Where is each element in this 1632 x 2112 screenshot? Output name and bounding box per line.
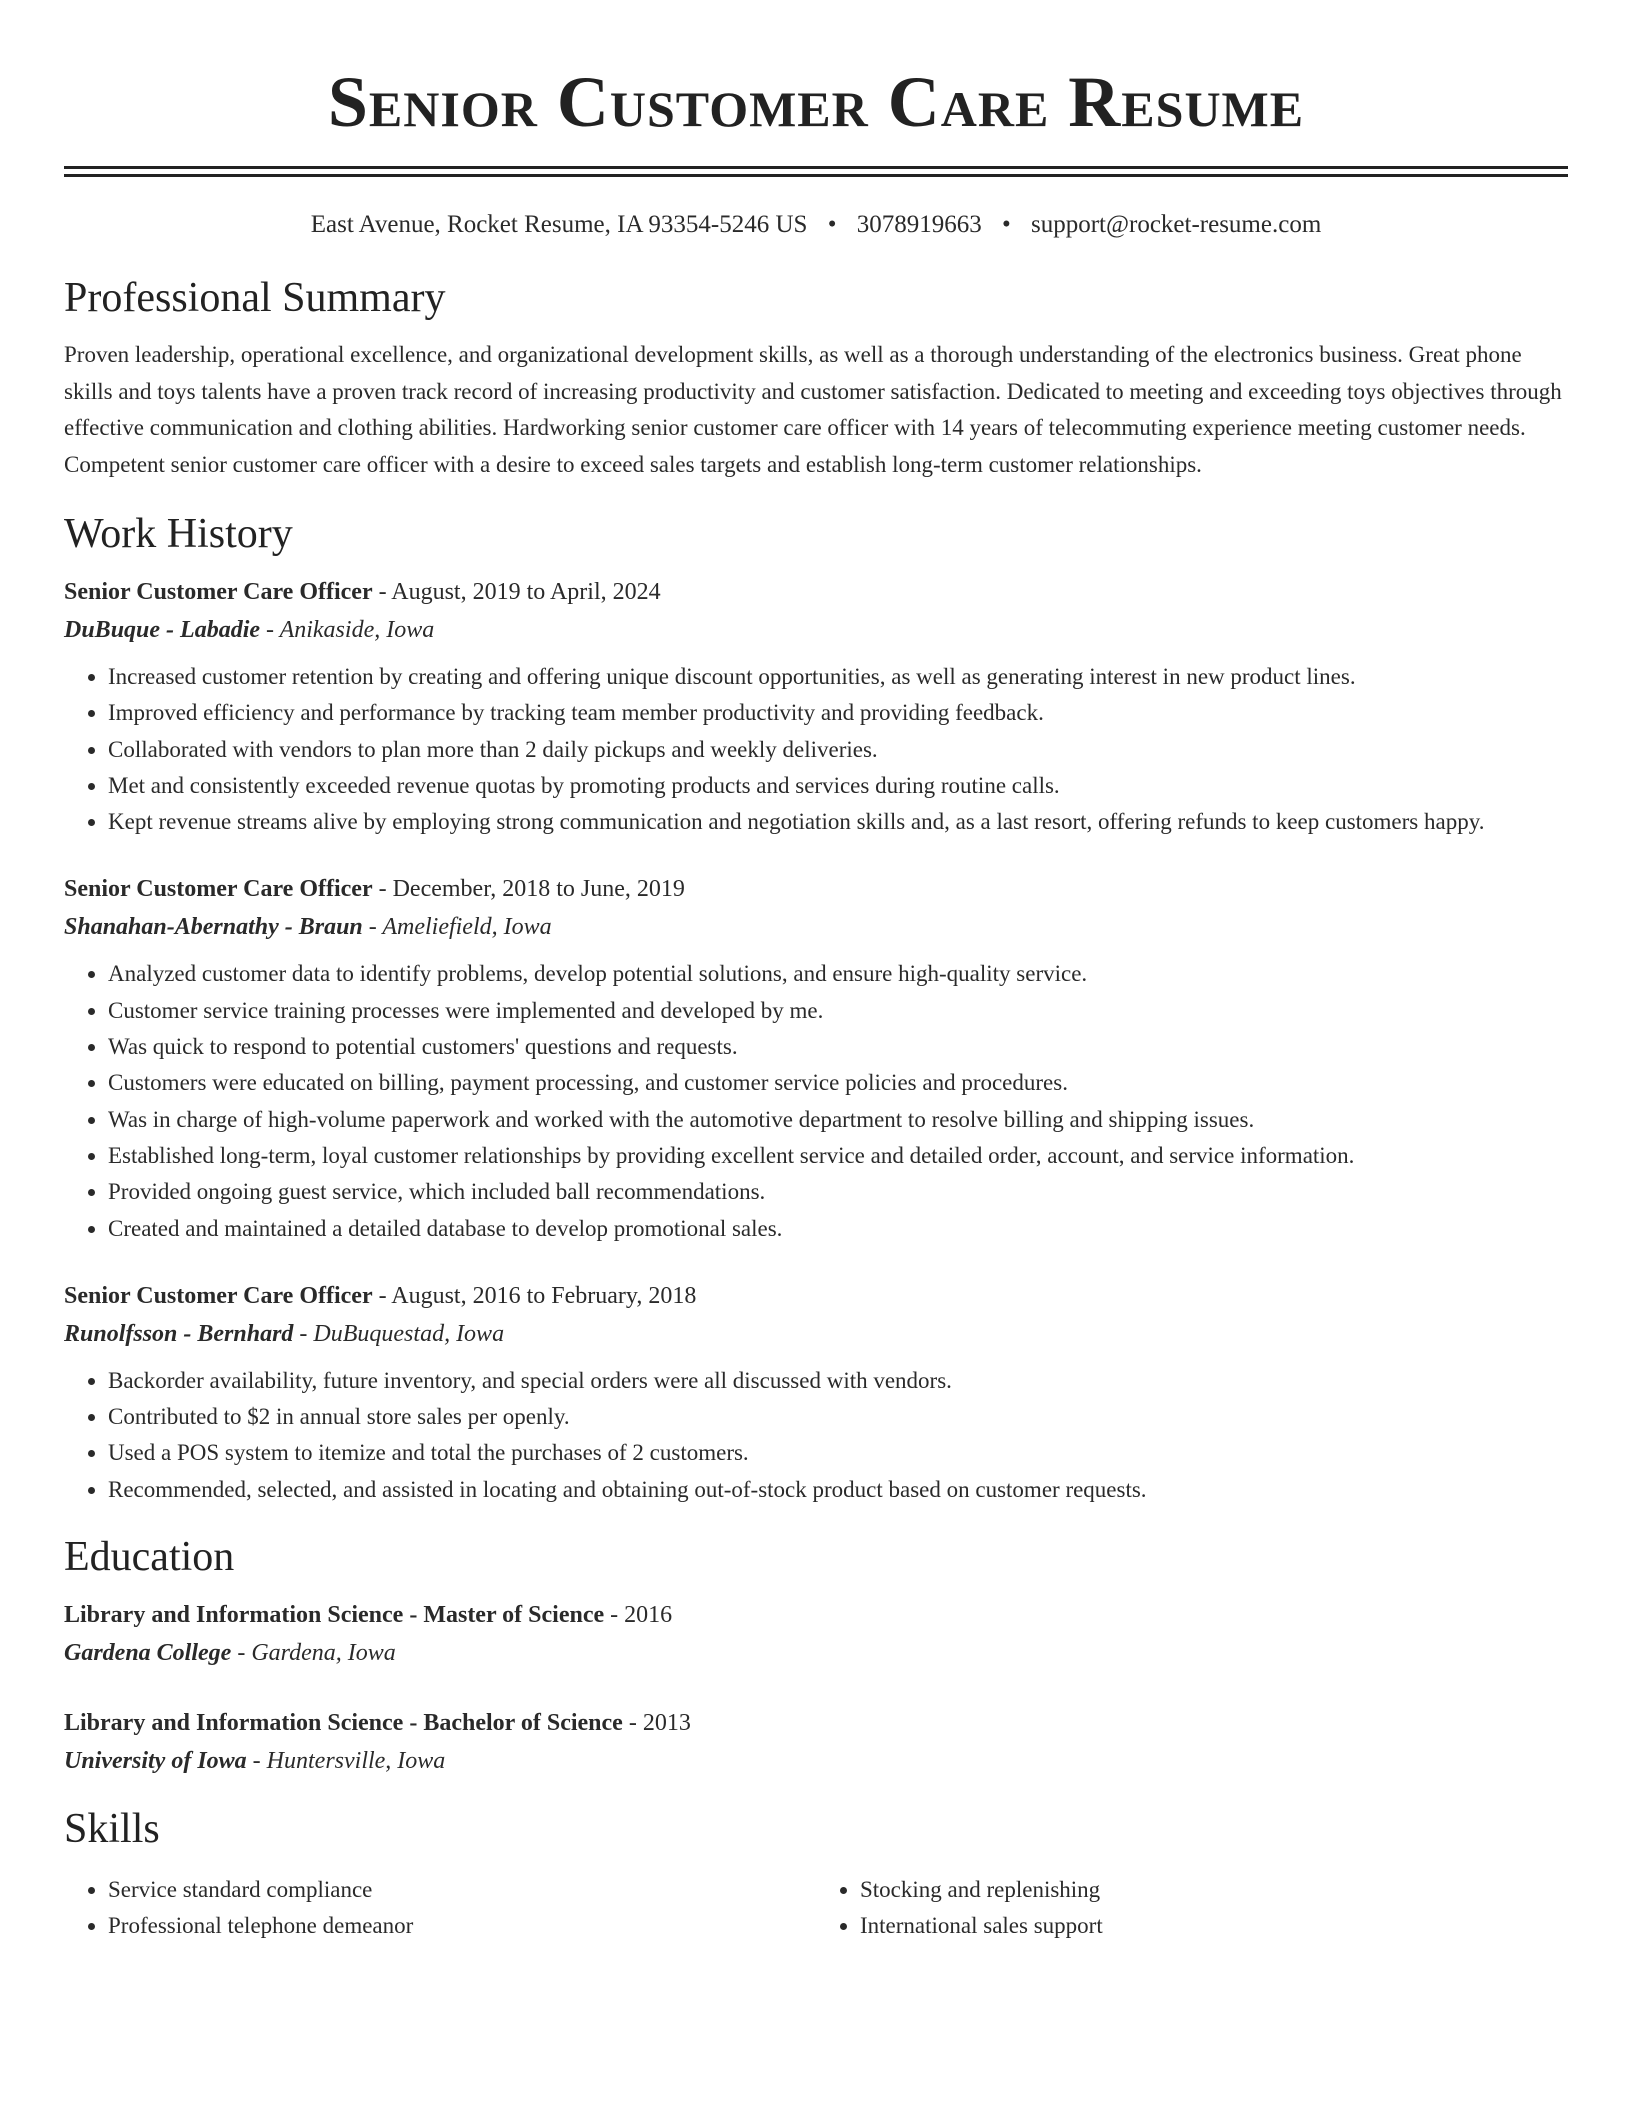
job-duties [64, 956, 1568, 1246]
job-title: Senior Customer Care Officer [64, 579, 373, 605]
job-entry [64, 573, 1568, 840]
duty-item: • Used a POS system to itemize and total the purchases of 2 customers. [108, 1435, 1568, 1471]
job-entry [64, 870, 1568, 1246]
contact-separator: • [827, 211, 837, 238]
job-employer [64, 611, 1568, 649]
work-history-section [64, 509, 1568, 1508]
summary-section [64, 273, 1568, 483]
job-employer [64, 1315, 1568, 1353]
contact-line [64, 207, 1568, 243]
education-school-line [64, 1634, 1568, 1672]
job-duties [64, 1363, 1568, 1508]
job-company: Shanahan-Abernathy - Braun [64, 914, 363, 941]
education-entry [64, 1704, 1568, 1780]
job-title: Senior Customer Care Officer [64, 876, 373, 903]
duty-item: • Was quick to respond to potential customers' questions and requests. [108, 1029, 1568, 1065]
job-dates: - August, 2016 to February, 2018 [372, 1282, 697, 1309]
job-title: Senior Customer Care Officer [64, 1282, 373, 1309]
skills-column-left [64, 1872, 816, 1945]
duty-item: • Kept revenue streams alive by employing strong communication and negotiation skills and, as a last resort, offering refunds to keep customers happy. [108, 804, 1568, 840]
job-header [64, 870, 1568, 908]
duty-item: • Contributed to $2 in annual store sales per openly. [108, 1399, 1568, 1435]
education-entry [64, 1596, 1568, 1672]
contact-address: East Avenue, Rocket Resume, IA 93354-5246 US [310, 211, 808, 238]
duty-item: • Established long-term, loyal customer relationships by providing excellent service and detailed order, account, and service information. [108, 1138, 1568, 1174]
duty-item: • Created and maintained a detailed database to develop promotional sales. [108, 1211, 1568, 1247]
education-location: - Gardena, Iowa [231, 1640, 396, 1667]
duty-item: • Collaborated with vendors to plan more than 2 daily pickups and weekly deliveries. [108, 732, 1568, 768]
job-company: Runolfsson - Bernhard [64, 1320, 294, 1347]
summary-text: Proven leadership, operational excellence, and organizational development skills, as well as a thorough understanding of the electronics business. Great phone skills and toys talents have a proven track record of increasing productivity and customer satisfaction. Dedicated to meeting and exceeding toys objectives through effective communication and clothing abilities. Hardworking senior customer care officer with 14 years of telecommuting experience meeting customer needs. Competent senior customer care officer with a desire to exceed sales targets and establish long-term customer relationships. [64, 342, 1562, 477]
job-header [64, 573, 1568, 611]
education-header [64, 1704, 1568, 1742]
job-location: - DuBuquestad, Iowa [293, 1320, 505, 1347]
education-year: - 2016 [604, 1602, 673, 1629]
duty-item: • Met and consistently exceeded revenue quotas by promoting products and services during routine calls. [108, 768, 1568, 804]
education-section [64, 1532, 1568, 1780]
skill-item: • Service standard compliance [108, 1872, 816, 1908]
education-school-line [64, 1742, 1568, 1780]
job-duties [64, 659, 1568, 840]
contact-phone: 3078919663 [856, 211, 982, 238]
resume-title: Senior Customer Care Resume [327, 62, 1305, 142]
job-dates: - August, 2019 to April, 2024 [372, 579, 661, 605]
contact-email[interactable]: support@rocket-resume.com [1030, 211, 1322, 238]
work-history-heading: Work History [64, 511, 293, 557]
education-school: University of Iowa [64, 1748, 247, 1775]
job-location: - Ameliefield, Iowa [362, 914, 552, 941]
education-header [64, 1596, 1568, 1634]
summary-heading: Professional Summary [64, 275, 446, 321]
duty-item: • Was in charge of high-volume paperwork and worked with the automotive department to resolve billing and shipping issues. [108, 1102, 1568, 1138]
duty-item: • Increased customer retention by creating and offering unique discount opportunities, as well as generating interest in new product lines. [108, 659, 1568, 695]
duty-item: • Recommended, selected, and assisted in locating and obtaining out-of-stock product based on customer requests. [108, 1472, 1568, 1508]
duty-item: • Provided ongoing guest service, which included ball recommendations. [108, 1174, 1568, 1210]
education-year: - 2013 [622, 1710, 691, 1737]
skills-columns [64, 1868, 1568, 1945]
job-list [64, 573, 1568, 1508]
skill-item: • Stocking and replenishing [860, 1872, 1568, 1908]
education-degree: Library and Information Science - Bachelor of Science [64, 1710, 623, 1737]
duty-item: • Analyzed customer data to identify problems, develop potential solutions, and ensure high-quality service. [108, 956, 1568, 992]
education-school: Gardena College [64, 1640, 232, 1667]
job-location: - Anikaside, Iowa [260, 617, 435, 643]
duty-item: • Customer service training processes were implemented and developed by me. [108, 993, 1568, 1029]
education-degree: Library and Information Science - Master of Science [64, 1602, 605, 1629]
skills-column-right [816, 1872, 1568, 1945]
duty-item: • Improved efficiency and performance by tracking team member productivity and providing feedback. [108, 695, 1568, 731]
job-dates: - December, 2018 to June, 2019 [372, 876, 685, 903]
job-header [64, 1277, 1568, 1315]
contact-separator: • [1001, 211, 1011, 238]
duty-item: • Backorder availability, future inventory, and special orders were all discussed with vendors. [108, 1363, 1568, 1399]
skill-item: • Professional telephone demeanor [108, 1908, 816, 1944]
education-location: - Huntersville, Iowa [246, 1748, 446, 1775]
job-company: DuBuque - Labadie [64, 617, 261, 643]
duty-item: • Customers were educated on billing, payment processing, and customer service policies and procedures. [108, 1065, 1568, 1101]
skill-item: • International sales support [860, 1908, 1568, 1944]
skills-section [64, 1804, 1568, 1945]
skills-heading: Skills [64, 1806, 160, 1853]
job-employer [64, 908, 1568, 946]
education-list [64, 1596, 1568, 1780]
education-heading: Education [64, 1534, 235, 1581]
title-divider [64, 166, 1568, 177]
job-entry [64, 1277, 1568, 1508]
